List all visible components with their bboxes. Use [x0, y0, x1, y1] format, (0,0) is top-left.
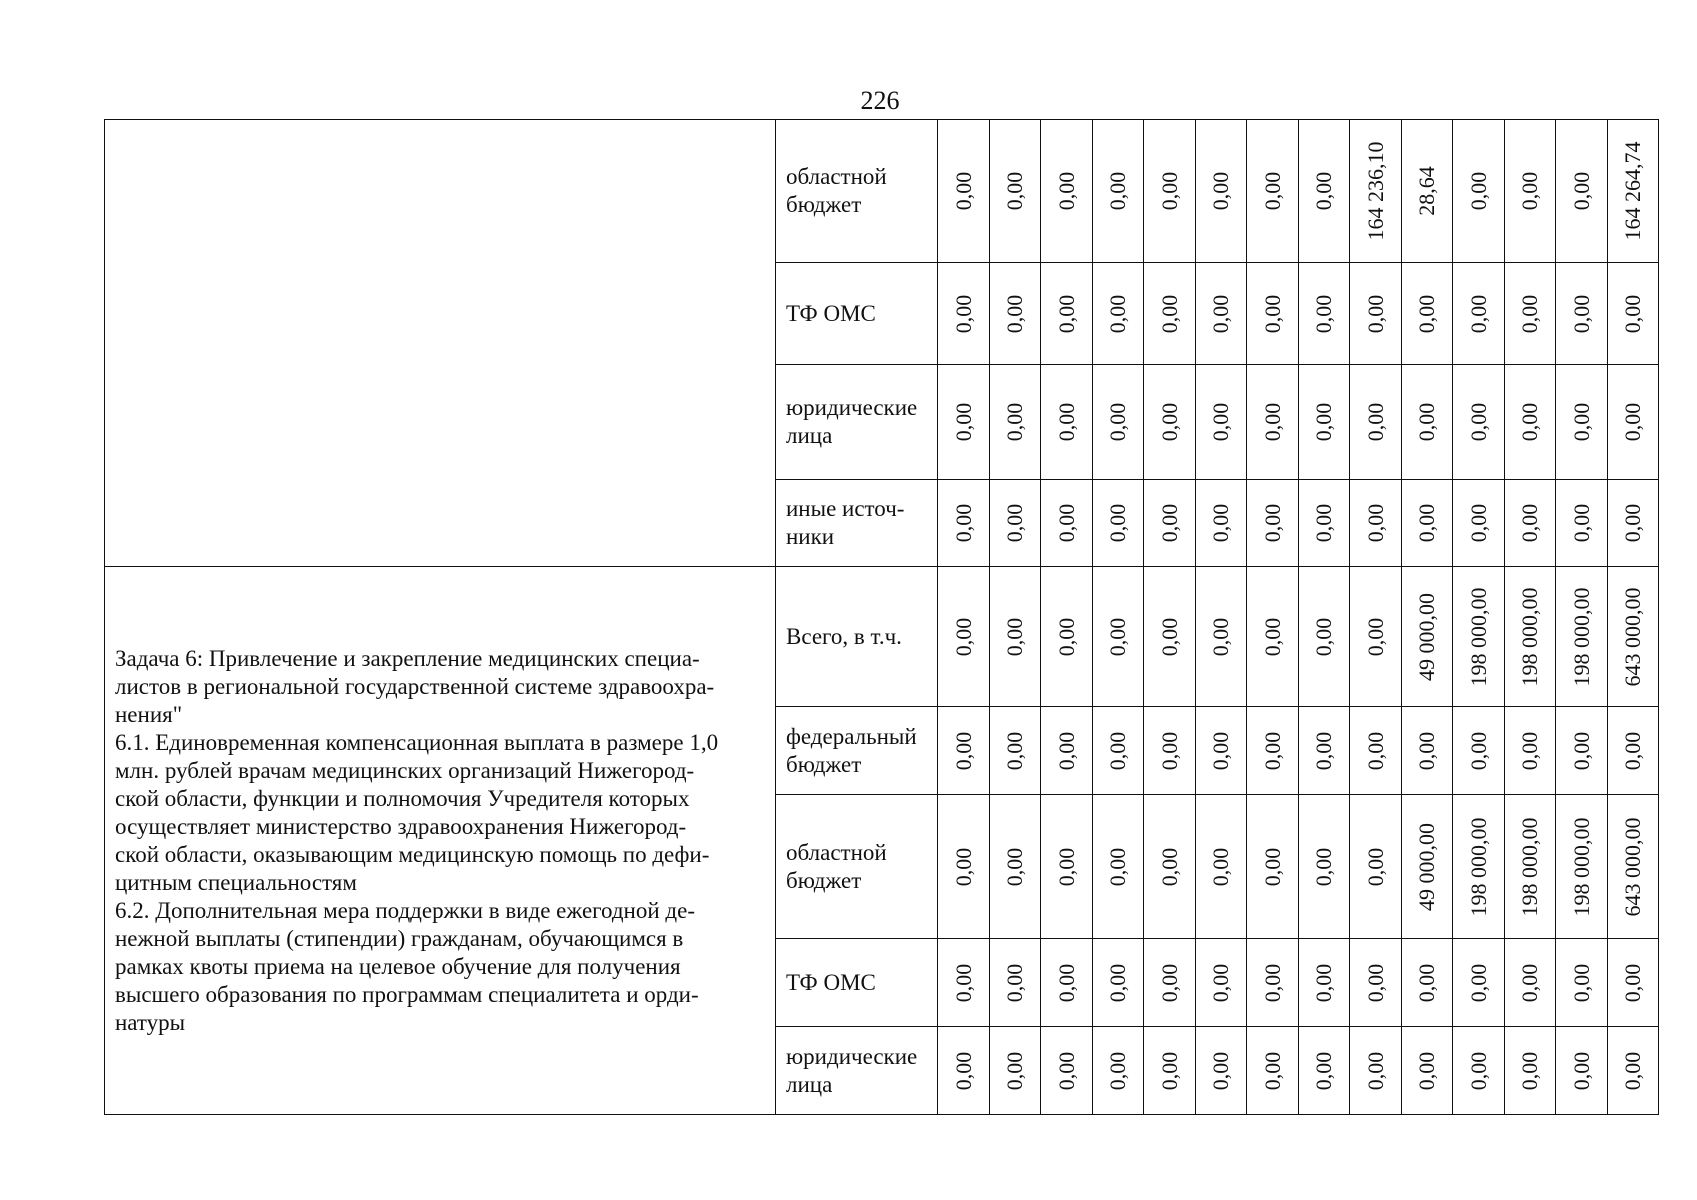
value-cell	[938, 1027, 990, 1115]
value-text: 0,00	[1362, 402, 1388, 442]
value-text: 0,00	[1568, 171, 1594, 211]
value-text: 0,00	[1311, 617, 1336, 656]
value-cell	[1247, 365, 1299, 480]
value-text: 0,00	[1208, 963, 1233, 1002]
value-cell	[1556, 567, 1608, 707]
value-text: 0,00	[1156, 402, 1182, 442]
value-cell	[1505, 795, 1556, 939]
value-cell	[1041, 263, 1093, 365]
value-text: 0,00	[1208, 847, 1233, 886]
value-cell	[1041, 365, 1093, 480]
value-cell	[1144, 263, 1196, 365]
value-text: 0,00	[1208, 1051, 1233, 1090]
funding-source-cell	[776, 567, 938, 707]
value-cell	[1402, 480, 1453, 567]
value-cell	[1144, 480, 1196, 567]
value-cell	[1299, 1027, 1350, 1115]
value-text: 0,00	[1105, 617, 1130, 656]
value-cell	[1556, 1027, 1608, 1115]
value-cell	[1505, 567, 1556, 707]
task-6-description-cell	[105, 567, 776, 1115]
value-text: 0,00	[950, 1051, 976, 1090]
value-text: 0,00	[1002, 503, 1027, 543]
value-cell	[1453, 120, 1505, 263]
task-6-description-line: млн. рублей врачам медицинских организаций Нижегород-	[115, 757, 695, 783]
value-text: 0,00	[1362, 731, 1388, 770]
value-text: 0,00	[1002, 731, 1027, 770]
value-text: 0,00	[1002, 963, 1027, 1002]
value-cell	[1608, 939, 1659, 1027]
value-cell	[1196, 567, 1247, 707]
value-text: 49 000,00	[1414, 592, 1439, 681]
value-text: 0,00	[1156, 171, 1182, 211]
value-cell	[1453, 707, 1505, 795]
value-text: 0,00	[1105, 731, 1130, 770]
value-cell	[1402, 707, 1453, 795]
funding-source-label: бюджет	[786, 192, 862, 217]
value-text: 0,00	[1156, 963, 1182, 1002]
value-text: 0,00	[1414, 731, 1439, 770]
task-6-description-line: рамках квоты приема на целевое обучение для получения	[115, 953, 681, 979]
value-cell	[1402, 567, 1453, 707]
value-text: 0,00	[1105, 847, 1130, 886]
funding-source-cell	[776, 263, 938, 365]
value-cell	[1402, 365, 1453, 480]
value-cell	[1299, 365, 1350, 480]
funding-source-label: ТФ ОМС	[786, 969, 876, 995]
value-text: 0,00	[1259, 402, 1285, 442]
value-cell	[1299, 120, 1350, 263]
task-6-description-line: осуществляет министерство здравоохранения Нижегород-	[115, 813, 687, 839]
value-cell	[1093, 365, 1144, 480]
value-text: 0,00	[950, 847, 976, 886]
task-6-description-line: нения"	[115, 701, 183, 727]
value-cell	[1247, 263, 1299, 365]
value-cell	[1453, 567, 1505, 707]
value-text: 0,00	[1053, 617, 1079, 656]
value-cell	[1144, 567, 1196, 707]
value-text: 0,00	[1311, 963, 1336, 1002]
value-cell	[1093, 939, 1144, 1027]
value-text: 0,00	[1620, 1051, 1645, 1090]
funding-source-cell	[776, 120, 938, 263]
value-text: 0,00	[1053, 731, 1079, 770]
value-cell	[990, 939, 1041, 1027]
value-text: 0,00	[1208, 294, 1233, 333]
value-cell	[1453, 795, 1505, 939]
value-cell	[1350, 120, 1402, 263]
value-cell	[1505, 1027, 1556, 1115]
table-row	[105, 120, 1659, 263]
value-text: 198 000,00	[1517, 587, 1542, 686]
funding-source-cell	[776, 365, 938, 480]
value-text: 0,00	[1362, 617, 1388, 656]
value-cell	[1556, 365, 1608, 480]
value-cell	[1350, 795, 1402, 939]
value-cell	[1196, 365, 1247, 480]
value-cell	[990, 707, 1041, 795]
value-cell	[1608, 1027, 1659, 1115]
task-6-description-line: ской области, функции и полномочия Учредителя которых	[115, 785, 690, 811]
value-cell	[1453, 365, 1505, 480]
value-cell	[1350, 263, 1402, 365]
value-cell	[1505, 939, 1556, 1027]
task-6-description-line: натуры	[115, 1009, 186, 1035]
funding-source-label: областной	[786, 164, 887, 189]
value-text: 0,00	[1362, 963, 1388, 1002]
value-text: 0,00	[1311, 171, 1336, 211]
value-cell	[938, 707, 990, 795]
funding-source-label: юридические	[786, 395, 918, 420]
value-cell	[1556, 263, 1608, 365]
value-text: 0,00	[1620, 963, 1645, 1002]
value-text: 198 000,00	[1465, 587, 1491, 686]
value-text: 0,00	[1208, 171, 1233, 211]
value-text: 198 000,00	[1568, 817, 1594, 916]
value-text: 0,00	[1002, 1051, 1027, 1090]
value-text: 0,00	[1053, 963, 1079, 1002]
value-cell	[1350, 480, 1402, 567]
value-text: 0,00	[1517, 402, 1542, 442]
value-text: 0,00	[1156, 294, 1182, 333]
value-text: 0,00	[1465, 503, 1491, 543]
value-text: 0,00	[1105, 294, 1130, 333]
value-cell	[1402, 120, 1453, 263]
value-text: 0,00	[1311, 402, 1336, 442]
value-text: 0,00	[1259, 731, 1285, 770]
value-cell	[1041, 1027, 1093, 1115]
value-text: 0,00	[1105, 963, 1130, 1002]
value-text: 643 000,00	[1620, 817, 1645, 916]
value-cell	[990, 1027, 1041, 1115]
value-text: 0,00	[1311, 1051, 1336, 1090]
value-cell	[938, 567, 990, 707]
value-cell	[1453, 263, 1505, 365]
value-cell	[1041, 939, 1093, 1027]
funding-source-label: юридические	[786, 1043, 918, 1069]
value-text: 0,00	[1620, 294, 1645, 333]
value-cell	[1093, 263, 1144, 365]
value-text: 643 000,00	[1620, 587, 1645, 686]
value-cell	[938, 120, 990, 263]
value-text: 0,00	[1311, 294, 1336, 333]
value-cell	[990, 795, 1041, 939]
value-text: 0,00	[1208, 402, 1233, 442]
value-cell	[1402, 263, 1453, 365]
value-text: 198 000,00	[1568, 587, 1594, 686]
value-text: 0,00	[1259, 847, 1285, 886]
value-text: 0,00	[1053, 294, 1079, 333]
value-cell	[1505, 707, 1556, 795]
value-cell	[1453, 1027, 1505, 1115]
value-text: 0,00	[1156, 847, 1182, 886]
value-cell	[1196, 120, 1247, 263]
value-text: 0,00	[950, 294, 976, 333]
value-cell	[1041, 707, 1093, 795]
value-cell	[990, 480, 1041, 567]
value-cell	[1556, 707, 1608, 795]
value-text: 0,00	[950, 402, 976, 442]
value-text: 0,00	[950, 503, 976, 543]
value-text: 0,00	[1002, 402, 1027, 442]
value-cell	[1196, 707, 1247, 795]
value-cell	[1505, 263, 1556, 365]
value-cell	[1350, 567, 1402, 707]
value-cell	[1299, 939, 1350, 1027]
value-text: 0,00	[1259, 503, 1285, 543]
value-cell	[1453, 480, 1505, 567]
value-cell	[1093, 567, 1144, 707]
value-cell	[1093, 120, 1144, 263]
value-text: 0,00	[950, 617, 976, 656]
value-text: 0,00	[1465, 731, 1491, 770]
value-cell	[1093, 1027, 1144, 1115]
value-cell	[1608, 263, 1659, 365]
value-text: 0,00	[1002, 847, 1027, 886]
value-cell	[1453, 939, 1505, 1027]
value-cell	[1041, 480, 1093, 567]
value-text: 0,00	[950, 171, 976, 211]
value-cell	[1556, 120, 1608, 263]
funding-source-label: бюджет	[786, 751, 862, 777]
budget-table	[104, 119, 1659, 1115]
value-cell	[1608, 120, 1659, 263]
value-text: 0,00	[1053, 171, 1079, 211]
funding-source-label: ТФ ОМС	[786, 300, 876, 326]
value-text: 0,00	[1362, 294, 1388, 333]
value-cell	[1608, 707, 1659, 795]
value-cell	[990, 567, 1041, 707]
value-cell	[1350, 365, 1402, 480]
value-text: 0,00	[1568, 731, 1594, 770]
value-text: 0,00	[1208, 503, 1233, 543]
value-text: 0,00	[1259, 617, 1285, 656]
value-text: 0,00	[1311, 847, 1336, 886]
value-text: 0,00	[1002, 294, 1027, 333]
value-text: 0,00	[1156, 617, 1182, 656]
value-text: 0,00	[1156, 1051, 1182, 1090]
value-text: 164 264,74	[1620, 141, 1645, 241]
value-text: 0,00	[1002, 617, 1027, 656]
value-cell	[1350, 707, 1402, 795]
value-cell	[990, 120, 1041, 263]
value-text: 0,00	[1362, 503, 1388, 543]
value-cell	[938, 795, 990, 939]
value-cell	[938, 939, 990, 1027]
value-text: 0,00	[1311, 503, 1336, 543]
value-text: 0,00	[1517, 731, 1542, 770]
value-cell	[1144, 1027, 1196, 1115]
value-cell	[990, 365, 1041, 480]
value-cell	[1299, 707, 1350, 795]
budget-table-body	[105, 120, 1659, 1115]
value-cell	[1402, 1027, 1453, 1115]
value-cell	[1247, 1027, 1299, 1115]
value-text: 0,00	[1208, 617, 1233, 656]
task-6-description-line: 6.2. Дополнительная мера поддержки в виде ежегодной де-	[115, 897, 695, 923]
value-text: 0,00	[1517, 171, 1542, 211]
value-cell	[1247, 567, 1299, 707]
value-cell	[1556, 795, 1608, 939]
value-cell	[1196, 1027, 1247, 1115]
value-cell	[1093, 795, 1144, 939]
value-text: 0,00	[1620, 503, 1645, 543]
value-cell	[1505, 120, 1556, 263]
task-6-description-line: 6.1. Единовременная компенсационная выплата в размере 1,0	[115, 729, 719, 755]
value-cell	[1093, 480, 1144, 567]
task-6-description-line: ской области, оказывающим медицинскую помощь по дефи-	[115, 841, 710, 867]
value-cell	[1093, 707, 1144, 795]
value-cell	[1196, 263, 1247, 365]
value-text: 0,00	[1517, 1051, 1542, 1090]
value-cell	[1608, 365, 1659, 480]
value-cell	[1247, 120, 1299, 263]
value-text: 0,00	[1156, 731, 1182, 770]
value-text: 0,00	[1465, 294, 1491, 333]
value-text: 0,00	[1568, 963, 1594, 1002]
value-text: 198 000,00	[1517, 817, 1542, 916]
funding-source-cell	[776, 795, 938, 939]
value-text: 0,00	[1568, 503, 1594, 543]
value-text: 0,00	[1620, 731, 1645, 770]
value-cell	[1041, 567, 1093, 707]
value-cell	[1041, 795, 1093, 939]
funding-source-label: бюджет	[786, 867, 862, 893]
value-text: 0,00	[1156, 503, 1182, 543]
value-cell	[1608, 567, 1659, 707]
value-text: 0,00	[1414, 294, 1439, 333]
task-6-description-line: листов в региональной государственной системе здравоохра-	[115, 673, 715, 699]
value-text: 0,00	[1259, 294, 1285, 333]
value-text: 0,00	[1259, 963, 1285, 1002]
value-cell	[1247, 939, 1299, 1027]
funding-source-label: областной	[786, 839, 887, 865]
value-text: 0,00	[1105, 1051, 1130, 1090]
value-text: 0,00	[1105, 402, 1130, 442]
funding-source-cell	[776, 1027, 938, 1115]
task-6-description-line: цитным специальностям	[115, 869, 357, 895]
value-text: 0,00	[1465, 1051, 1491, 1090]
funding-source-label: лица	[786, 1071, 833, 1097]
value-text: 0,00	[1414, 1051, 1439, 1090]
value-text: 0,00	[1414, 963, 1439, 1002]
value-cell	[1196, 939, 1247, 1027]
value-text: 0,00	[1362, 1051, 1388, 1090]
task-6-description-line: нежной выплаты (стипендии) гражданам, обучающимся в	[115, 925, 684, 951]
value-text: 0,00	[1105, 171, 1130, 211]
value-text: 0,00	[1362, 847, 1388, 886]
funding-source-label: ники	[786, 524, 835, 549]
funding-source-label: федеральный	[786, 723, 917, 749]
value-text: 0,00	[1568, 294, 1594, 333]
value-text: 198 000,00	[1465, 817, 1491, 916]
value-text: 0,00	[1053, 847, 1079, 886]
value-text: 0,00	[1414, 402, 1439, 442]
value-text: 0,00	[1053, 1051, 1079, 1090]
value-text: 0,00	[1208, 731, 1233, 770]
value-cell	[1144, 120, 1196, 263]
value-text: 0,00	[1465, 171, 1491, 211]
value-cell	[1196, 480, 1247, 567]
funding-source-label: Всего, в т.ч.	[786, 623, 902, 649]
value-text: 0,00	[950, 731, 976, 770]
value-text: 0,00	[1311, 731, 1336, 770]
value-text: 164 236,10	[1362, 141, 1388, 241]
value-text: 49 000,00	[1414, 822, 1439, 911]
value-text: 0,00	[1517, 294, 1542, 333]
value-cell	[1144, 707, 1196, 795]
value-cell	[1505, 365, 1556, 480]
funding-source-cell	[776, 707, 938, 795]
value-cell	[1196, 795, 1247, 939]
task-6-description-line: высшего образования по программам специалитета и орди-	[115, 981, 699, 1007]
value-cell	[1350, 939, 1402, 1027]
value-text: 28,64	[1414, 166, 1439, 216]
task-description-cell-empty	[105, 120, 776, 567]
value-cell	[1608, 480, 1659, 567]
page-number: 226	[860, 86, 900, 115]
value-cell	[1247, 480, 1299, 567]
value-cell	[1247, 707, 1299, 795]
value-text: 0,00	[1465, 402, 1491, 442]
value-text: 0,00	[1517, 963, 1542, 1002]
value-text: 0,00	[1465, 963, 1491, 1002]
task-6-description-line: Задача 6: Привлечение и закрепление медицинских специа-	[115, 645, 700, 671]
value-cell	[1247, 795, 1299, 939]
value-cell	[1299, 795, 1350, 939]
value-cell	[1505, 480, 1556, 567]
value-text: 0,00	[1259, 1051, 1285, 1090]
value-text: 0,00	[1568, 402, 1594, 442]
value-text: 0,00	[1414, 503, 1439, 543]
value-text: 0,00	[1259, 171, 1285, 211]
value-cell	[1041, 120, 1093, 263]
value-cell	[1144, 939, 1196, 1027]
value-cell	[1299, 263, 1350, 365]
value-cell	[990, 263, 1041, 365]
value-text: 0,00	[950, 963, 976, 1002]
funding-source-cell	[776, 480, 938, 567]
value-text: 0,00	[1002, 171, 1027, 211]
value-cell	[938, 480, 990, 567]
value-text: 0,00	[1105, 503, 1130, 543]
table-row	[105, 567, 1659, 707]
value-cell	[938, 365, 990, 480]
value-cell	[938, 263, 990, 365]
funding-source-label: лица	[786, 423, 833, 448]
value-cell	[1608, 795, 1659, 939]
value-text: 0,00	[1517, 503, 1542, 543]
value-text: 0,00	[1620, 402, 1645, 442]
value-cell	[1350, 1027, 1402, 1115]
value-cell	[1299, 567, 1350, 707]
value-cell	[1556, 480, 1608, 567]
value-text: 0,00	[1568, 1051, 1594, 1090]
value-cell	[1402, 939, 1453, 1027]
funding-source-cell	[776, 939, 938, 1027]
value-cell	[1556, 939, 1608, 1027]
value-text: 0,00	[1053, 503, 1079, 543]
value-cell	[1299, 480, 1350, 567]
value-cell	[1402, 795, 1453, 939]
funding-source-label: иные источ-	[786, 496, 905, 521]
value-cell	[1144, 365, 1196, 480]
value-text: 0,00	[1053, 402, 1079, 442]
value-cell	[1144, 795, 1196, 939]
